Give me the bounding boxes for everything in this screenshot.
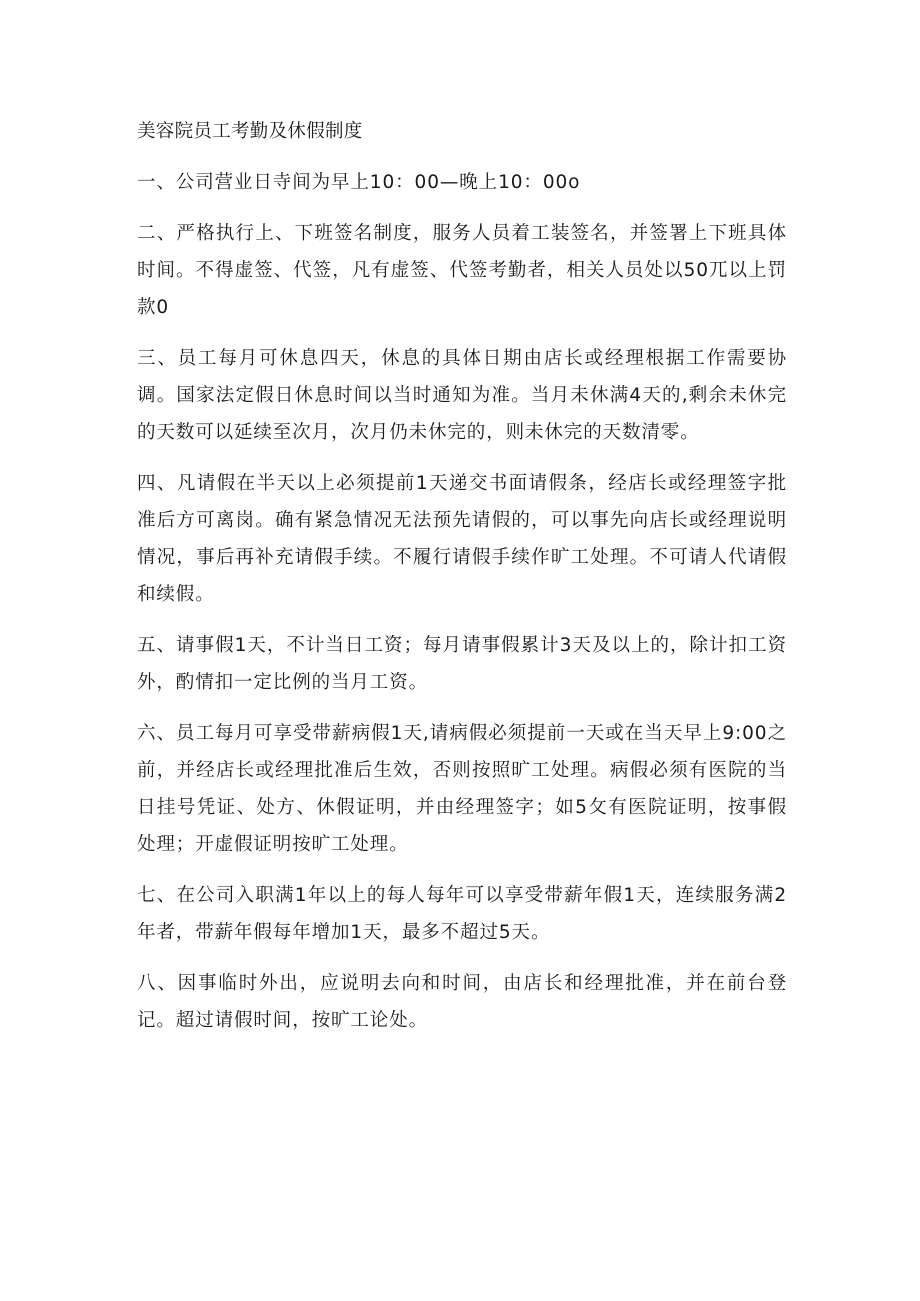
paragraph-personal-leave: 五、请事假1天，不计当日工资；每月请事假累计3天及以上的，除计扣工资外，酌情扣一定比例的当月工资。 bbox=[137, 635, 787, 693]
document-title: 美容院员工考勤及休假制度 bbox=[137, 121, 363, 142]
paragraph-monthly-rest-days: 三、员工每月可休息四天，休息的具体日期由店长或经理根据工作需要协调。国家法定假日休息时间以当时通知为准。当月未休满4天的,剩余未休完的天数可以延续至次月，次月仍未休完的，则未休完的天数清零。 bbox=[137, 348, 787, 443]
paragraph-annual-leave: 七、在公司入职满1年以上的每人每年可以享受带薪年假1天，连续服务满2年者，带薪年假每年增加1天，最多不超过5天。 bbox=[137, 885, 787, 943]
paragraph-sick-leave: 六、员工每月可享受带薪病假1天,请病假必须提前一天或在当天早上9:00之前，并经店长或经理批准后生效，否则按照旷工处理。病假必须有医院的当日挂号凭证、处方、休假证明，并由经理签字；如5攵有医院证明，按事假处理；开虚假证明按旷工处理。 bbox=[137, 723, 787, 855]
paragraph-business-hours: 一、公司营业日寺间为早上10：00—晚上10：00o bbox=[137, 172, 581, 193]
paragraph-going-out: 八、因事临时外出，应说明去向和时间，由店长和经理批准，并在前台登记。超过请假时间，按旷工论处。 bbox=[137, 973, 787, 1031]
document-body bbox=[137, 113, 787, 1039]
paragraph-sign-in-rules: 二、严格执行上、下班签名制度，服务人员着工装签名，并签署上下班具体时间。不得虚签、代签，凡有虚签、代签考勤者，相关人员处以50兀以上罚款0 bbox=[137, 223, 787, 318]
paragraph-leave-request: 四、凡请假在半天以上必须提前1天递交书面请假条，经店长或经理签字批准后方可离岗。确有紧急情况无法预先请假的，可以事先向店长或经理说明情况，事后再补充请假手续。不履行请假手续作旷工处理。不可请人代请假和续假。 bbox=[137, 473, 787, 605]
